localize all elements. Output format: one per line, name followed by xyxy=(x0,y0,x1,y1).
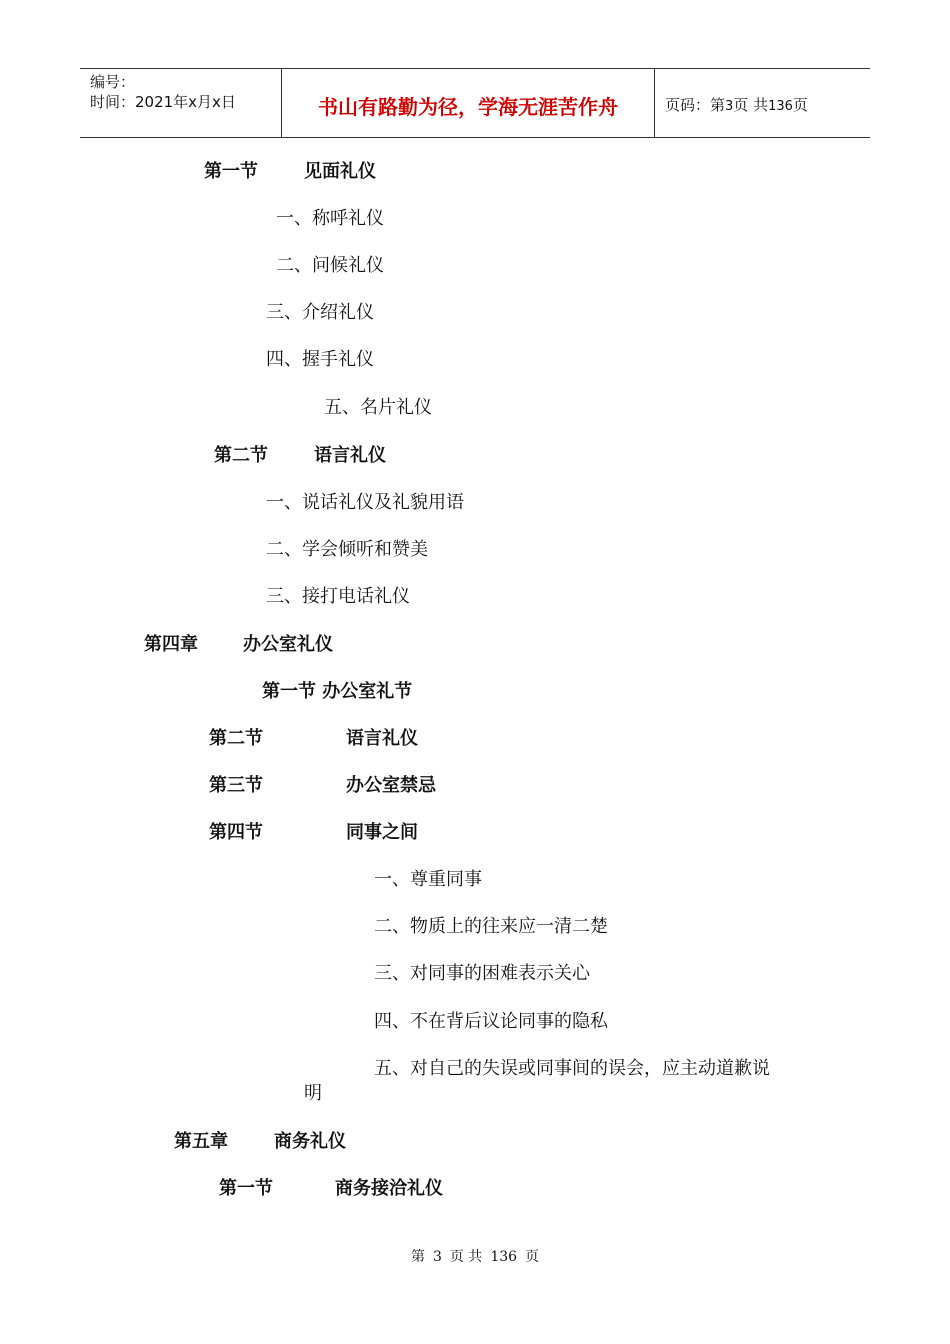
toc-section-num: 第三节 xyxy=(209,775,263,796)
toc-chapter-4-title: 办公室礼仪 xyxy=(243,634,333,655)
page-footer xyxy=(0,1246,950,1266)
toc-item: 一、称呼礼仪 xyxy=(276,208,384,229)
toc-section-1-num: 第一节 xyxy=(204,161,258,182)
toc-item: 四、不在背后议论同事的隐私 xyxy=(374,1011,608,1032)
toc-item: 一、尊重同事 xyxy=(374,869,482,890)
footer-total: 136 xyxy=(490,1249,518,1265)
toc-item: 五、名片礼仪 xyxy=(324,397,432,418)
toc-chapter-5-num: 第五章 xyxy=(174,1131,228,1152)
toc-section-2-title: 语言礼仪 xyxy=(314,445,386,466)
toc-item: 一、说话礼仪及礼貌用语 xyxy=(266,492,464,513)
page-current: 3 xyxy=(725,99,734,114)
footer-mid: 页 共 xyxy=(449,1249,483,1265)
toc-section-num: 第四节 xyxy=(209,822,263,843)
toc-section-num: 第一节 xyxy=(219,1178,273,1199)
toc-section-2-num: 第二节 xyxy=(214,445,268,466)
toc-section-title: 同事之间 xyxy=(346,822,418,843)
toc-item: 二、物质上的往来应一清二楚 xyxy=(374,916,608,937)
page-header xyxy=(80,68,870,138)
page-suffix: 页 xyxy=(792,96,808,114)
page-total: 136 xyxy=(768,99,793,114)
toc-section-title: 办公室禁忌 xyxy=(346,775,436,796)
footer-suffix: 页 xyxy=(525,1249,540,1265)
toc-chapter-4-num: 第四章 xyxy=(144,634,198,655)
toc-item: 二、学会倾听和赞美 xyxy=(266,539,428,560)
toc-section: 第一节 办公室礼节 xyxy=(262,681,413,702)
toc-item: 五、对自己的失误或同事间的误会，应主动道歉说 xyxy=(374,1058,770,1079)
footer-current: 3 xyxy=(432,1249,442,1265)
toc-item: 三、对同事的困难表示关心 xyxy=(374,963,590,984)
toc-section-title: 商务接洽礼仪 xyxy=(335,1178,443,1199)
serial-label: 编号： xyxy=(90,73,136,91)
toc-item: 四、握手礼仪 xyxy=(266,349,374,370)
toc-section-num: 第二节 xyxy=(209,728,263,749)
page-prefix: 页码：第 xyxy=(665,96,726,114)
toc-section-1-title: 见面礼仪 xyxy=(304,161,376,182)
toc-item: 三、介绍礼仪 xyxy=(266,302,374,323)
header-page-code xyxy=(665,94,808,115)
header-meta-cell xyxy=(80,69,282,137)
header-motto-cell xyxy=(282,69,655,137)
toc-item-continuation: 明 xyxy=(304,1083,322,1104)
toc-section-title: 语言礼仪 xyxy=(346,728,418,749)
toc-item: 二、问候礼仪 xyxy=(276,255,384,276)
header-motto: 书山有路勤为径，学海无涯苦作舟 xyxy=(318,95,618,119)
footer-prefix: 第 xyxy=(410,1249,425,1265)
time-label: 时间：2021年x月x日 xyxy=(90,93,236,111)
toc-item: 三、接打电话礼仪 xyxy=(266,586,410,607)
page-mid: 页 共 xyxy=(733,96,769,114)
toc-chapter-5-title: 商务礼仪 xyxy=(274,1131,346,1152)
header-page-cell xyxy=(655,69,870,137)
